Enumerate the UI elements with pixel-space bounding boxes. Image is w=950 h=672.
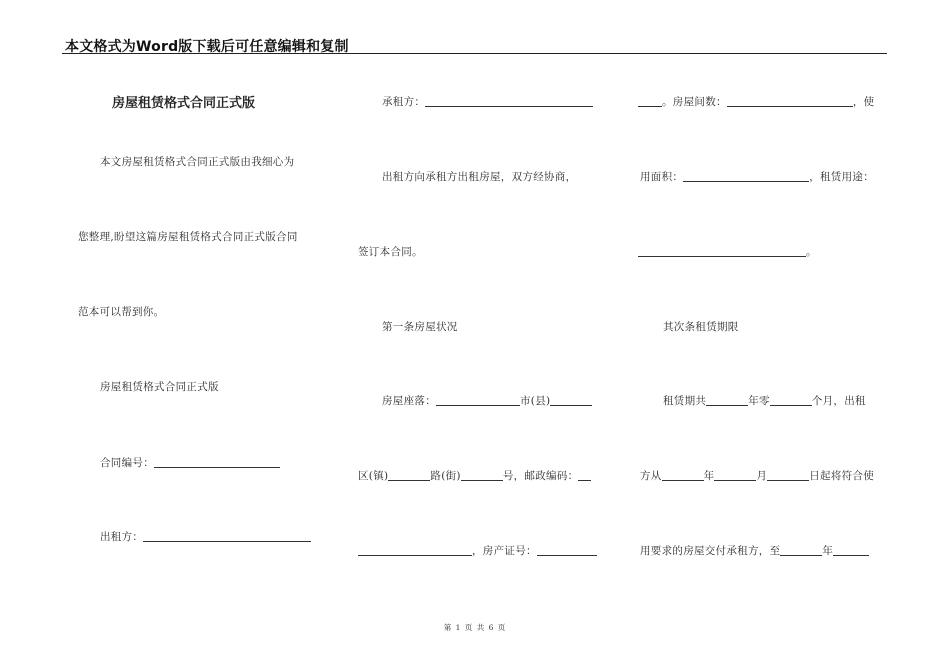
lessor-blank bbox=[143, 529, 311, 542]
city-label: 市(县) bbox=[520, 395, 551, 407]
road-label: 路(街) bbox=[430, 470, 461, 482]
page-footer: 第 1 页 共 6 页 bbox=[443, 623, 507, 632]
area-label: 用面积： bbox=[640, 171, 684, 183]
from-month-blank bbox=[714, 468, 756, 481]
deliver-year-label: 年 bbox=[822, 545, 834, 557]
intro-line-3: 范本可以帮到你。 bbox=[78, 306, 165, 318]
location-label: 房屋座落： bbox=[382, 395, 436, 407]
lessor-label: 出租方： bbox=[100, 531, 144, 543]
room-blank bbox=[727, 94, 853, 107]
district-line bbox=[358, 468, 591, 483]
contract-number-blank bbox=[154, 455, 280, 468]
purpose-end: 。 bbox=[806, 246, 817, 258]
road-blank bbox=[461, 468, 503, 481]
purpose-blank bbox=[638, 244, 806, 257]
contract-subtitle: 房屋租赁格式合同正式版 bbox=[100, 381, 219, 393]
deliver-line bbox=[640, 543, 869, 558]
intro-line-1: 本文房屋租赁格式合同正式版由我细心为 bbox=[100, 156, 295, 168]
article-2-title: 其次条租赁期限 bbox=[663, 321, 739, 333]
term-line bbox=[663, 393, 866, 408]
term-month-label: 个月，出租 bbox=[811, 395, 866, 407]
from-line bbox=[640, 468, 874, 483]
document-title: 房屋租赁格式合同正式版 bbox=[112, 96, 256, 111]
cert-label: ，房产证号： bbox=[472, 545, 537, 557]
cert-line bbox=[358, 543, 597, 558]
number-label: 号，邮政编码： bbox=[502, 470, 579, 482]
lessee-blank bbox=[425, 94, 593, 107]
contract-number-label: 合同编号： bbox=[100, 457, 154, 469]
from-label: 方从 bbox=[640, 470, 662, 482]
city-blank bbox=[550, 393, 592, 406]
district-blank bbox=[388, 468, 430, 481]
room-suffix: ，使 bbox=[852, 96, 875, 108]
cert-blank bbox=[537, 543, 597, 556]
header-title: 本文格式为Word版下载后可任意编辑和复制 bbox=[65, 39, 349, 55]
purpose-line bbox=[638, 244, 817, 259]
room-line bbox=[638, 94, 874, 109]
para-line-1: 出租方向承租方出租房屋，双方经协商， bbox=[382, 171, 577, 183]
area-line bbox=[640, 169, 874, 184]
intro-line-2: 您整理,盼望这篇房屋租赁格式合同正式版合同 bbox=[78, 231, 298, 243]
from-year-label: 年 bbox=[703, 470, 715, 482]
deliver-text: 用要求的房屋交付承租方，至 bbox=[640, 545, 781, 557]
location-line bbox=[382, 393, 592, 408]
contract-number-line bbox=[100, 455, 280, 470]
lessee-line bbox=[382, 94, 593, 109]
postcode-blank bbox=[578, 468, 591, 481]
lessee-label: 承租方： bbox=[382, 96, 426, 108]
lessor-line bbox=[100, 529, 311, 544]
deliver-end-blank bbox=[833, 543, 869, 556]
postcode-continue-blank bbox=[358, 543, 472, 556]
from-month-label: 月 bbox=[756, 470, 768, 482]
purpose-label: ，租赁用途： bbox=[809, 171, 875, 183]
deliver-year-blank bbox=[780, 543, 822, 556]
from-year-blank bbox=[662, 468, 704, 481]
cert-continue-blank bbox=[638, 94, 662, 107]
header-rule bbox=[62, 53, 887, 54]
term-label: 租赁期共 bbox=[663, 395, 707, 407]
term-month-blank bbox=[770, 393, 812, 406]
term-year-label: 年零 bbox=[748, 395, 770, 407]
from-day-label: 日起将符合使 bbox=[809, 470, 875, 482]
from-day-blank bbox=[767, 468, 809, 481]
article-1-title: 第一条房屋状况 bbox=[382, 321, 458, 333]
district-label: 区(镇) bbox=[358, 470, 389, 482]
location-blank bbox=[436, 393, 520, 406]
room-label: 。房屋间数： bbox=[662, 96, 727, 108]
area-blank bbox=[683, 169, 809, 182]
para-line-2: 签订本合同。 bbox=[358, 246, 423, 258]
term-year-blank bbox=[706, 393, 748, 406]
